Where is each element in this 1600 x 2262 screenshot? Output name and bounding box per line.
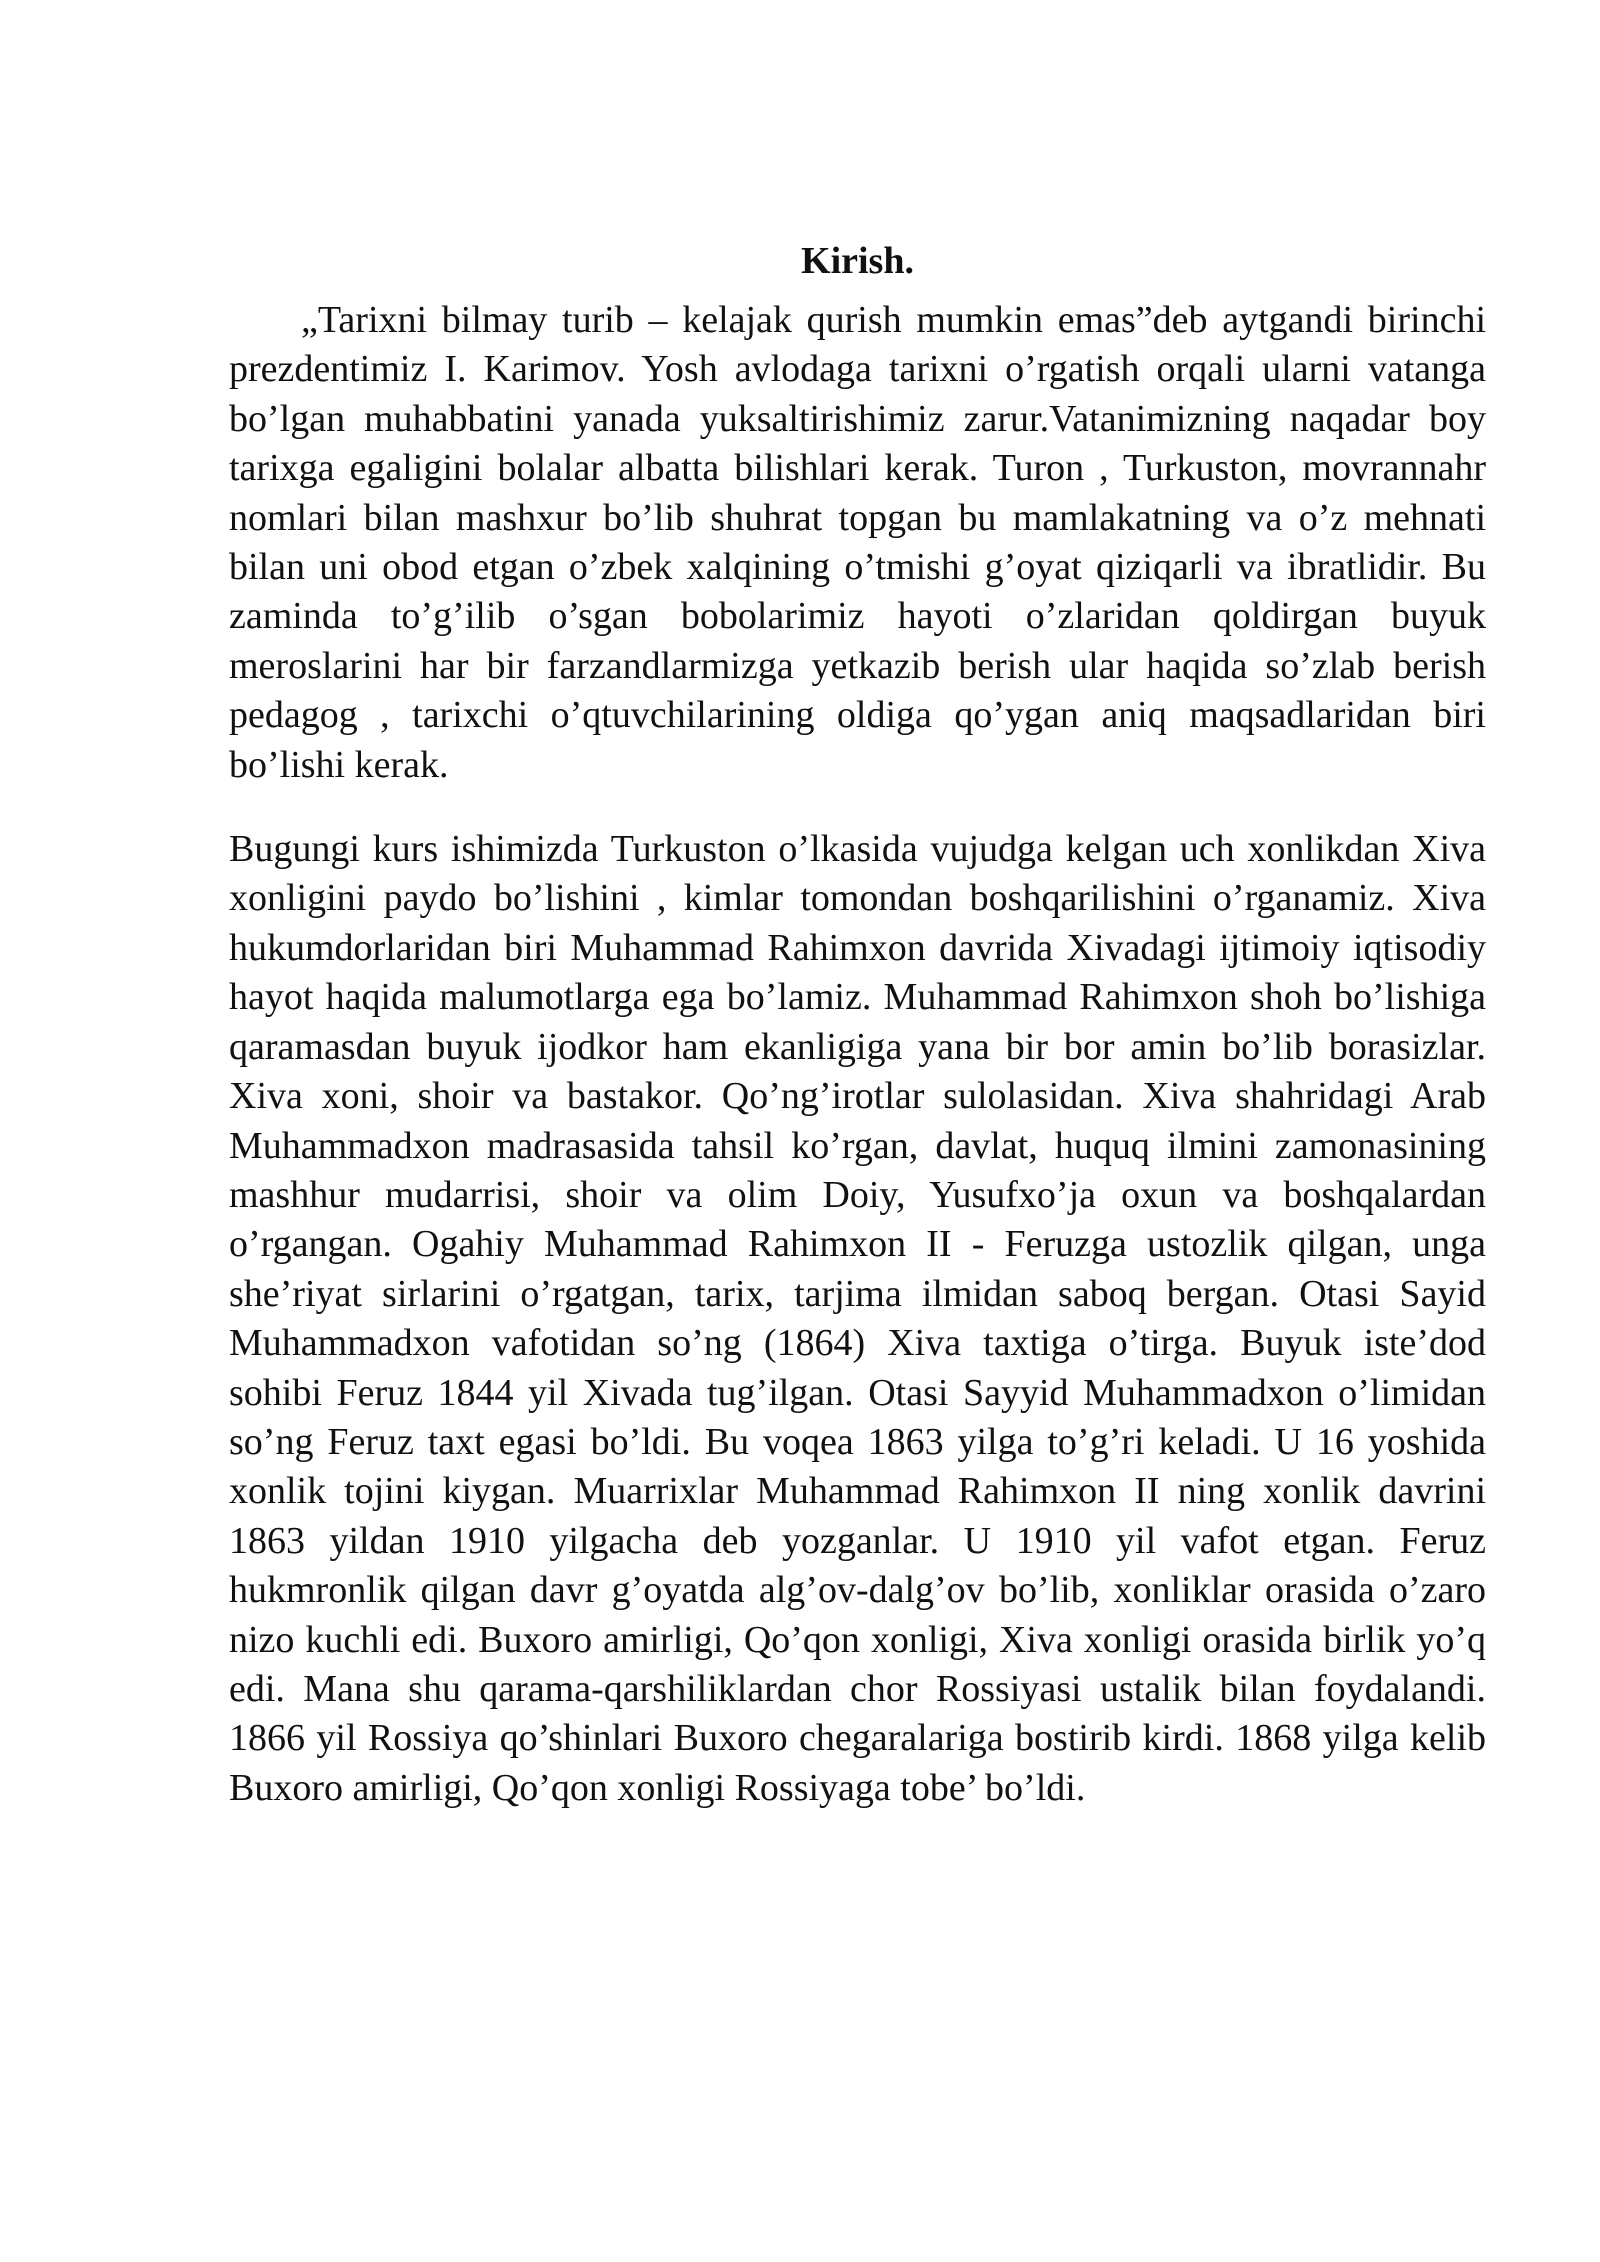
document-body: [229, 238, 1486, 1813]
paragraph-intro: „Tarixni bilmay turib – kelajak qurish mumkin emas”deb aytgandi birinchi prezdentimiz I. Karimov. Yosh avlodaga tarixni o’rgatish orqali ularni vatanga bo’lgan muhabbatini yanada yuksaltirishimiz zarur.Vatanimizning naqadar boy tarixga egaligini bolalar albatta bilishlari kerak. Turon , Turkuston, movrannahr nomlari bilan mashxur bo’lib shuhrat topgan bu mamlakatning va o’z mehnati bilan uni obod etgan o’zbek xalqining o’tmishi g’oyat qiziqarli va ibratlidir. Bu zaminda to’g’ilib o’sgan bobolarimiz hayoti o’zlaridan qoldirgan buyuk meroslarini har bir farzandlarmizga yetkazib berish ular haqida so’zlab berish pedagog , tarixchi o’qtuvchilarining oldiga qo’ygan aniq maqsadlaridan biri bo’lishi kerak.: [229, 299, 1486, 786]
paragraph-main: Bugungi kurs ishimizda Turkuston o’lkasida vujudga kelgan uch xonlikdan Xiva xonligini paydo bo’lishini , kimlar tomondan boshqarilishini o’rganamiz. Xiva hukumdorlaridan biri Muhammad Rahimxon davrida Xivadagi ijtimoiy iqtisodiy hayot haqida malumotlarga ega bo’lamiz. Muhammad Rahimxon shoh bo’lishiga qaramasdan buyuk ijodkor ham ekanligiga yana bir bor amin bo’lib borasizlar. Xiva xoni, shoir va bastakor. Qo’ng’irotlar sulolasidan. Xiva shahridagi Arab Muhammadxon madrasasida tahsil ko’rgan, davlat, huquq ilmini zamonasining mashhur mudarrisi, shoir va olim Doiy, Yusufxo’ja oxun va boshqalardan o’rgangan. Ogahiy Muhammad Rahimxon II - Feruzga ustozlik qilgan, unga she’riyat sirlarini o’rgatgan, tarix, tarjima ilmidan saboq bergan. Otasi Sayid Muhammadxon vafotidan so’ng (1864) Xiva taxtiga o’tirga. Buyuk iste’dod sohibi Feruz 1844 yil Xivada tug’ilgan. Otasi Sayyid Muhammadxon o’limidan so’ng Feruz taxt egasi bo’ldi. Bu voqea 1863 yilga to’g’ri keladi. U 16 yoshida xonlik tojini kiygan. Muarrixlar Muhammad Rahimxon II ning xonlik davrini 1863 yildan 1910 yilgacha deb yozganlar. U 1910 yil vafot etgan. Feruz hukmronlik qilgan davr g’oyatda alg’ov-dalg’ov bo’lib, xonliklar orasida o’zaro nizo kuchli edi. Buxoro amirligi, Qo’qon xonligi, Xiva xonligi orasida birlik yo’q edi. Mana shu qarama-qarshiliklardan chor Rossiyasi ustalik bilan foydalandi. 1866 yil Rossiya qo’shinlari Buxoro chegaralariga bostirib kirdi. 1868 yilga kelib Buxoro amirligi, Qo’qon xonligi Rossiyaga tobe’ bo’ldi.: [229, 828, 1486, 1809]
page-title: Kirish.: [801, 240, 914, 282]
